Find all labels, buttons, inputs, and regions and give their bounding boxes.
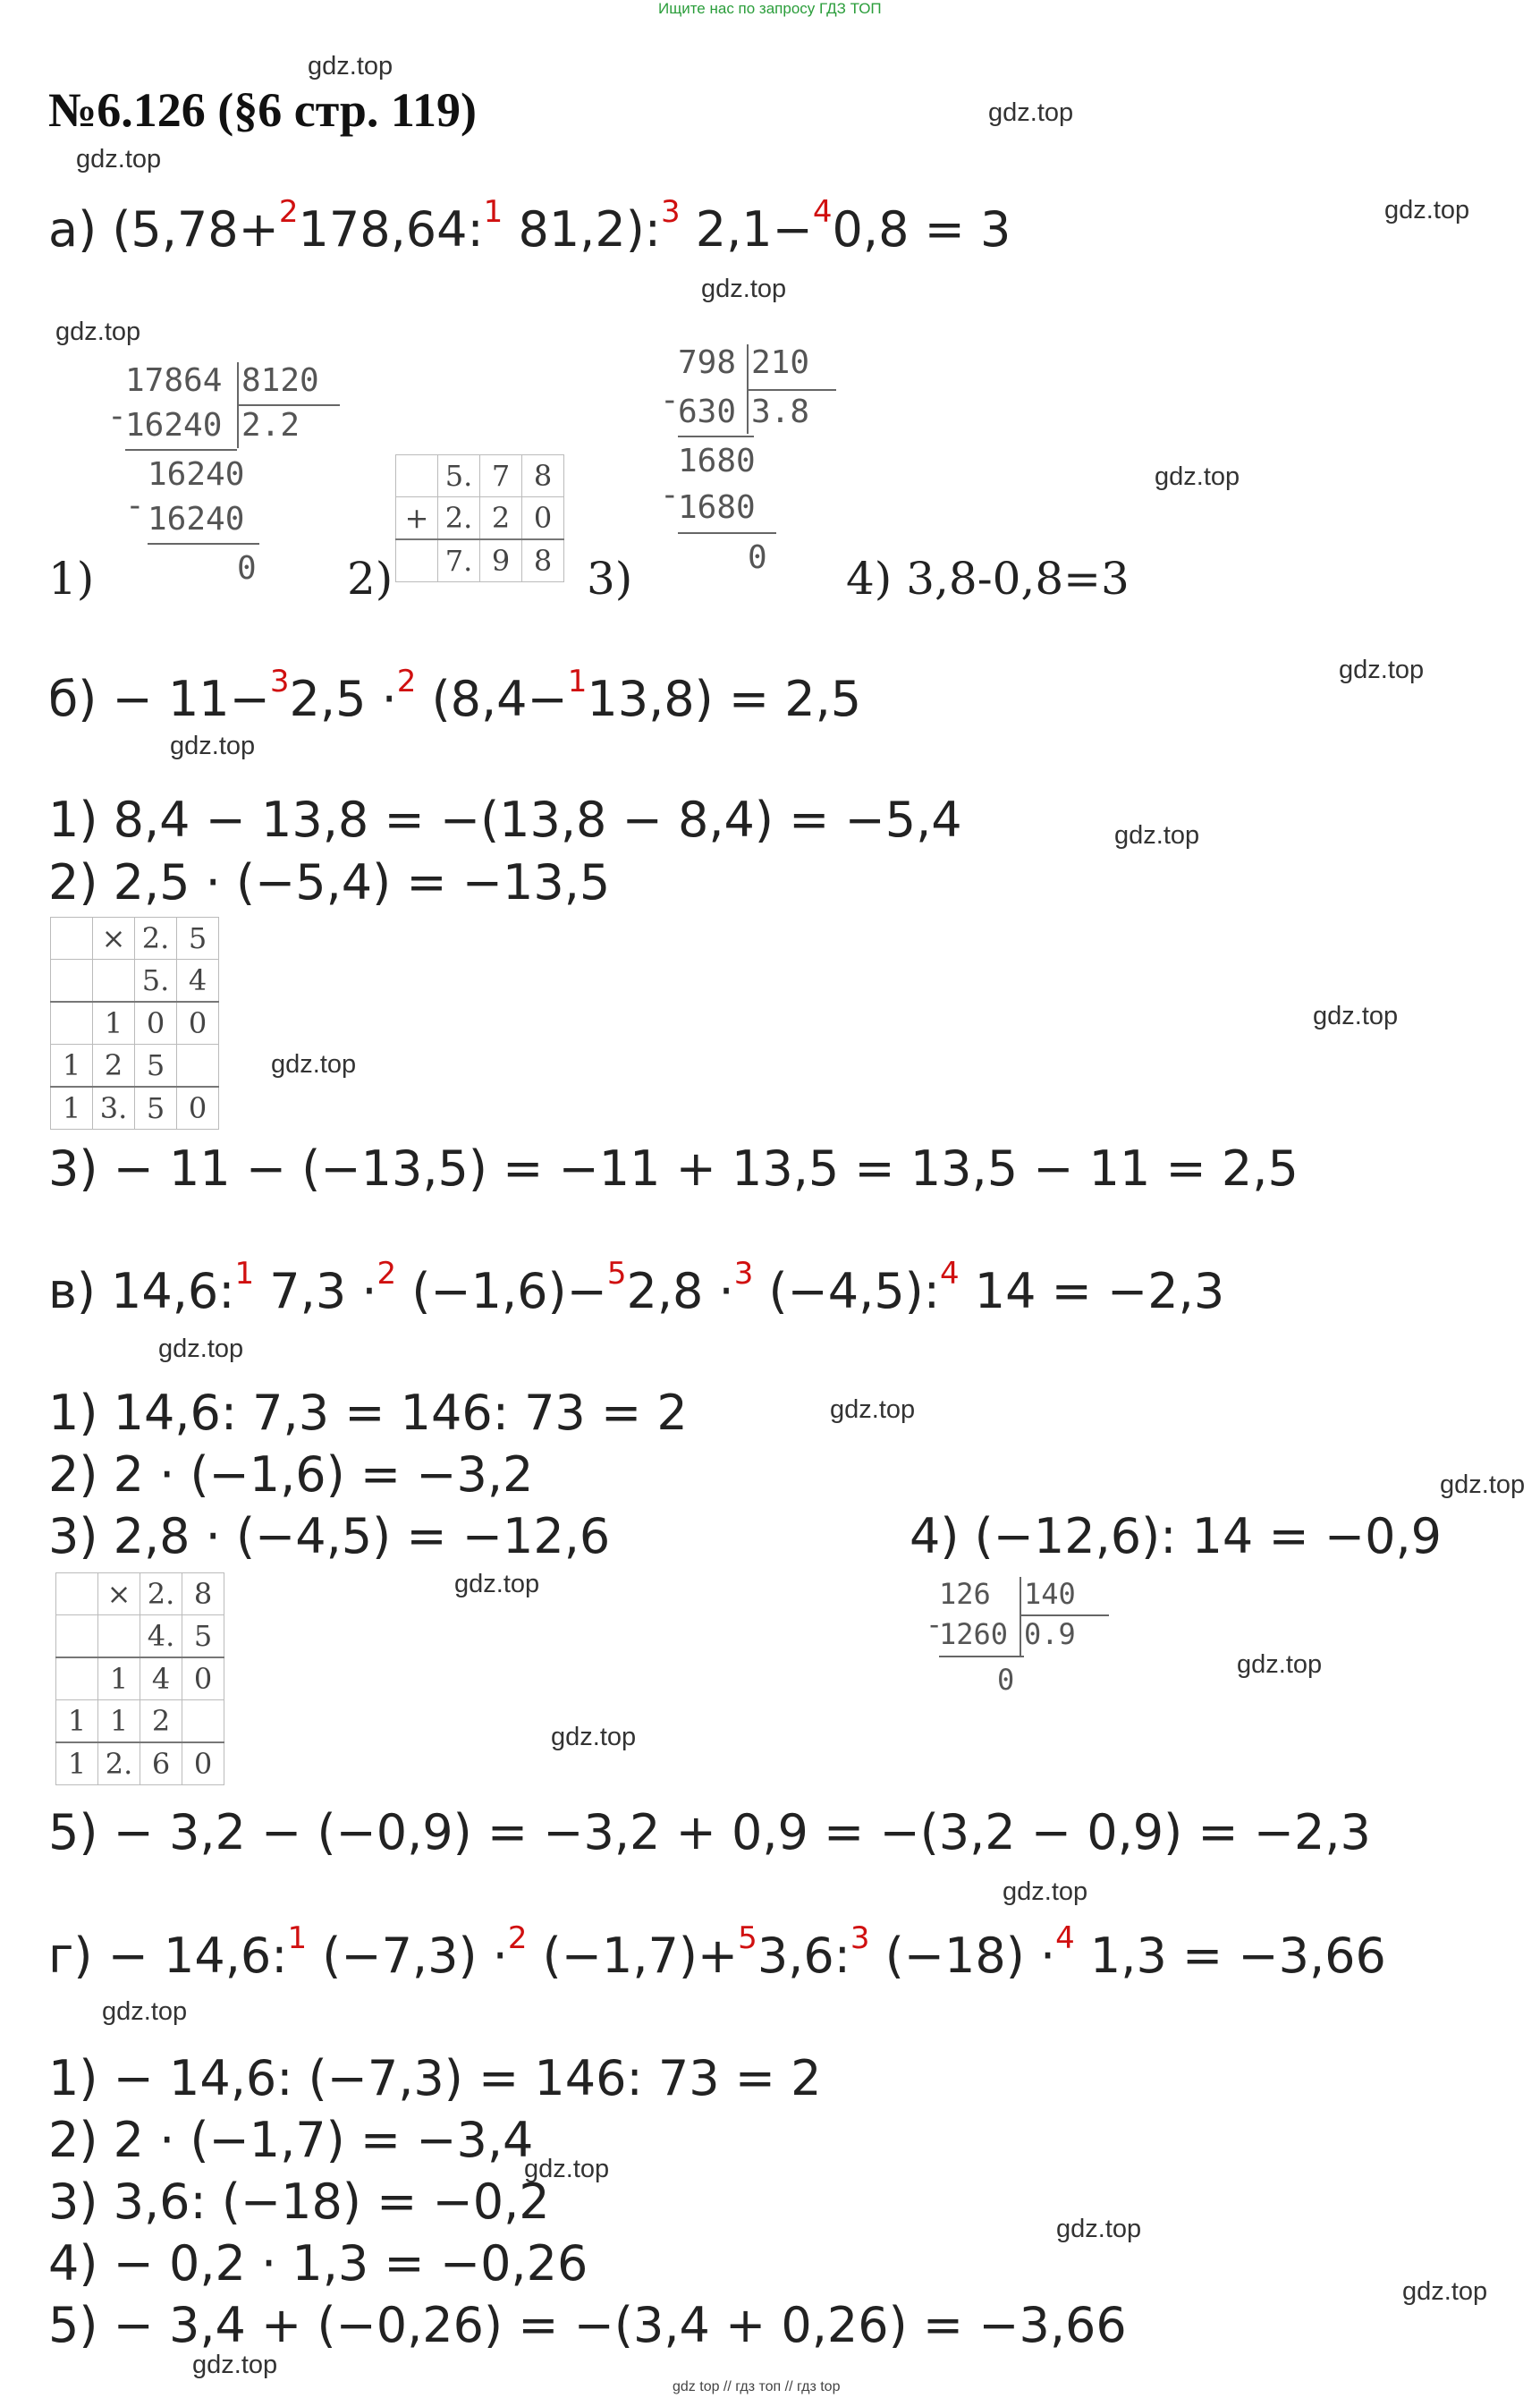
watermark: gdz.top: [1114, 821, 1200, 850]
step-b-1: 1) 8,4 − 13,8 = −(13,8 − 8,4) = −5,4: [48, 792, 962, 848]
long-division-v: 126 140 - 1260 0.9 0: [926, 1577, 1104, 1702]
watermark: gdz.top: [454, 1570, 540, 1598]
watermark: gdz.top: [192, 2351, 278, 2379]
watermark: gdz.top: [1003, 1877, 1088, 1906]
step-label-2: 2): [347, 553, 393, 605]
watermark: gdz.top: [158, 1335, 244, 1363]
step-b-3: 3) − 11 − (−13,5) = −11 + 13,5 = 13,5 − 11 = 2,5: [48, 1140, 1299, 1197]
multiplication-table-b: × 2. 5 5. 4 1 0 0 1 2 5 1 3. 5 0: [50, 917, 219, 1130]
step-v-5: 5) − 3,2 − (−0,9) = −3,2 + 0,9 = −(3,2 − 0,9) = −2,3: [48, 1804, 1371, 1860]
step-v-2: 2) 2 · (−1,6) = −3,2: [48, 1446, 534, 1503]
watermark: gdz.top: [1056, 2215, 1142, 2243]
long-division-3: 798 210 - 630 3.8 1680 - 1680 0: [660, 344, 839, 586]
watermark: gdz.top: [271, 1050, 357, 1079]
step-v-4: 4) (−12,6): 14 = −0,9: [910, 1508, 1442, 1564]
multiplication-table-v: × 2. 8 4. 5 1 4 0 1 1 2 1 2. 6 0: [55, 1572, 224, 1785]
page-title: №6.126 (§6 стр. 119): [48, 83, 477, 137]
step-label-1: 1): [48, 553, 95, 605]
watermark: gdz.top: [1155, 462, 1240, 491]
step-label-4: 4) 3,8-0,8=3: [846, 553, 1130, 605]
watermark: gdz.top: [55, 318, 141, 346]
step-v-1: 1) 14,6: 7,3 = 146: 73 = 2: [48, 1385, 688, 1441]
expression-g: г) − 14,6:$^1$ (−7,3) ·$^2$ (−1,7)+$^5$3,6:$^3$ (−18) ·$^4$ 1,3 = −3,66: [48, 1920, 1386, 1984]
step-g-4: 4) − 0,2 · 1,3 = −0,26: [48, 2235, 588, 2292]
watermark: gdz.top: [524, 2155, 610, 2183]
watermark: gdz.top: [308, 52, 393, 80]
step-label-3: 3): [587, 553, 633, 605]
step-b-2: 2) 2,5 · (−5,4) = −13,5: [48, 854, 611, 911]
watermark: gdz.top: [76, 145, 162, 174]
step-g-2: 2) 2 · (−1,7) = −3,4: [48, 2112, 534, 2168]
watermark: gdz.top: [551, 1723, 637, 1751]
watermark: gdz.top: [102, 1997, 188, 2026]
watermark: gdz.top: [1313, 1002, 1399, 1030]
bottom-note: gdz top // гдз топ // гдз top: [673, 2379, 841, 2394]
top-note: Ищите нас по запросу ГДЗ ТОП: [658, 0, 882, 17]
step-g-5: 5) − 3,4 + (−0,26) = −(3,4 + 0,26) = −3,66: [48, 2297, 1127, 2353]
watermark: gdz.top: [1440, 1470, 1526, 1499]
watermark: gdz.top: [1339, 656, 1425, 684]
step-g-1: 1) − 14,6: (−7,3) = 146: 73 = 2: [48, 2050, 822, 2106]
step-g-3: 3) 3,6: (−18) = −0,2: [48, 2173, 550, 2230]
expression-a: а) (5,78+$^2$178,64:$^1$ 81,2):$^3$ 2,1−$^4$0,8 = 3: [48, 194, 1011, 258]
watermark: gdz.top: [701, 275, 787, 303]
watermark: gdz.top: [1237, 1650, 1323, 1679]
expression-b: б) − 11−$^3$2,5 ·$^2$ (8,4−$^1$13,8) = 2,5: [48, 664, 862, 727]
addition-table: 5. 7 8 + 2. 2 0 7. 9 8: [395, 454, 564, 582]
watermark: gdz.top: [170, 732, 256, 760]
watermark: gdz.top: [1402, 2277, 1488, 2306]
step-v-3: 3) 2,8 · (−4,5) = −12,6: [48, 1508, 611, 1564]
watermark: gdz.top: [1384, 196, 1470, 225]
watermark: gdz.top: [988, 98, 1074, 127]
expression-v: в) 14,6:$^1$ 7,3 ·$^2$ (−1,6)−$^5$2,8 ·$^3$ (−4,5):$^4$ 14 = −2,3: [48, 1256, 1225, 1319]
long-division-1: 17864 8120 - 16240 2.2 16240 - 16240 0: [107, 362, 340, 586]
watermark: gdz.top: [830, 1395, 916, 1424]
